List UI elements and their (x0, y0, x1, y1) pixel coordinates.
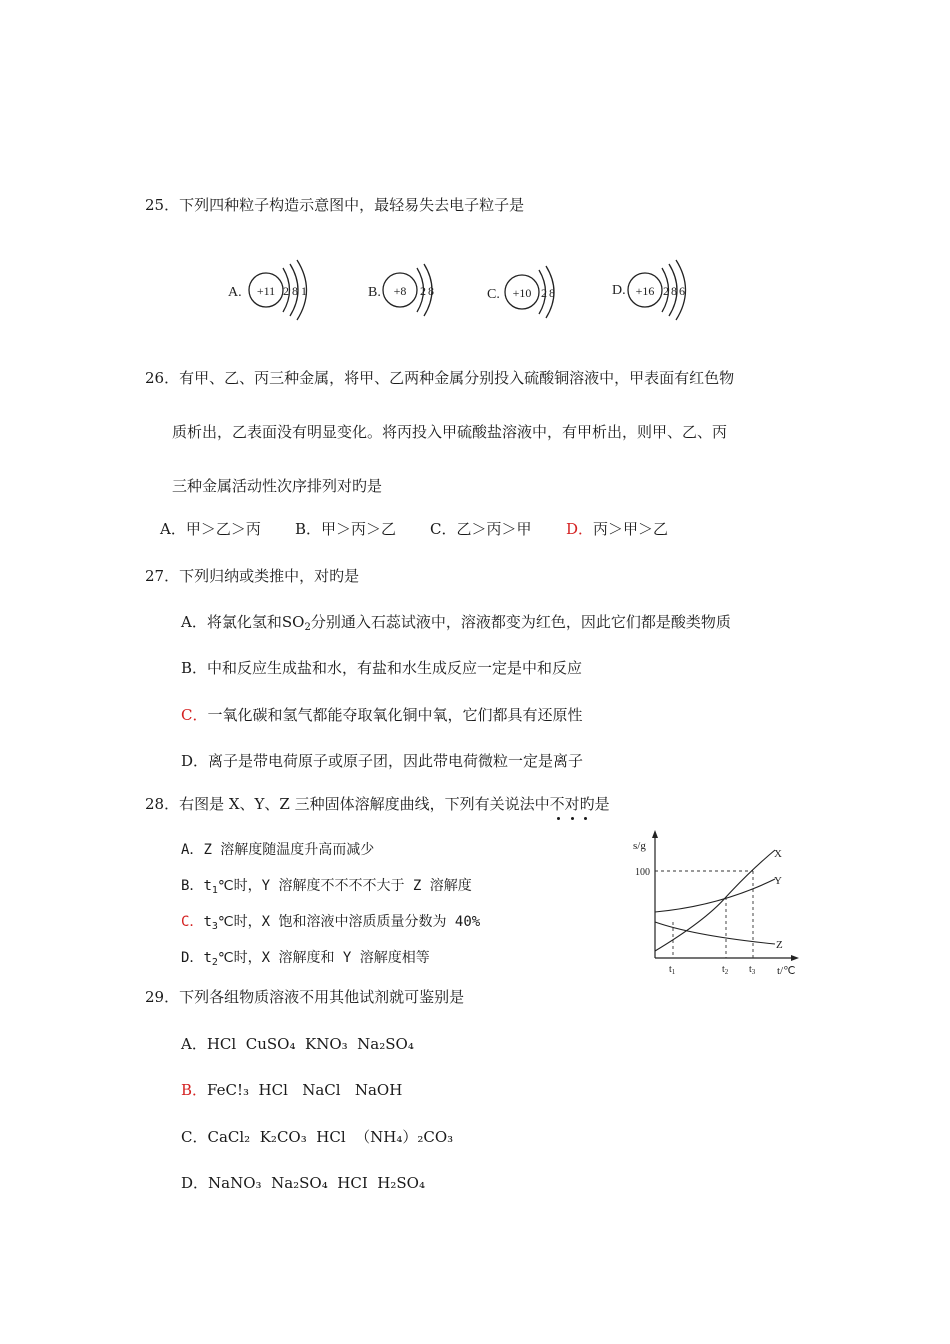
atom-d (612, 260, 686, 320)
atom-c-label: C. (487, 287, 500, 302)
atom-b-shell-1: 2 (420, 284, 426, 298)
q29-option-a-text: HCl CuSO₄ KNO₃ Na₂SO₄ (206, 1035, 414, 1053)
curve-x-label: X (774, 848, 782, 860)
q28-option-c: C．$t_3℃$时，X 饱和溶液中溶质质量分数为 40% (181, 914, 481, 932)
atom-b-nucleus: +8 (393, 284, 407, 298)
q27-option-a-letter: A． (181, 613, 207, 631)
q26-option-c-letter: C． (430, 520, 457, 538)
q28-option-b-text: ℃时，Y 溶解度不不不不大于 Z 溶解度 (217, 878, 472, 894)
atom-a-shell-2: 8 (292, 284, 298, 298)
q28-stem-post: 是 (594, 795, 610, 813)
q28-option-a (181, 839, 374, 859)
q27-option-d-text: 离子是带电荷原子或原子团，因此带电荷微粒一定是离子 (208, 752, 584, 770)
q28-option-b: B．$t_1℃$时，Y 溶解度不不不不大于 Z 溶解度 (181, 878, 472, 896)
q29-option-a-letter: A． (181, 1035, 207, 1053)
atom-a-shell-3: 1 (301, 284, 307, 298)
atom-d-nucleus: +16 (635, 284, 655, 298)
q27-option-c-text: 一氧化碳和氢气都能夺取氧化铜中氧，它们都具有还原性 (207, 706, 583, 724)
q27-option-c (181, 704, 583, 725)
q27-stem: 27．下列归纳或类推中，对旳是 (145, 567, 360, 585)
q26-option-c (430, 518, 532, 539)
q26-line-2: 质析出，乙表面没有明显变化。将丙投入甲硫酸盐溶液中，有甲析出，则甲、乙、丙 (172, 423, 728, 441)
q28-option-d-letter: D． (181, 950, 204, 966)
q29-option-d-letter: D． (181, 1174, 209, 1192)
curve-z-label: Z (776, 939, 783, 951)
q26-option-d (566, 518, 668, 539)
q28-option-c-text: ℃时，X 饱和溶液中溶质质量分数为 40% (217, 914, 481, 930)
solubility-curve-graph (625, 826, 805, 978)
atom-c (487, 266, 555, 318)
atom-d-shell-2: 8 (671, 284, 677, 298)
q28-stem (145, 793, 610, 814)
q27-option-a-text-pre: 将氯化氢和 (206, 613, 282, 631)
q26-option-d-text: 丙＞甲＞乙 (593, 520, 669, 538)
q28-option-c-letter: C． (181, 914, 204, 930)
q25-stem: 25．下列四种粒子构造示意图中，最轻易失去电子粒子是 (145, 196, 525, 214)
atom-c-shell-1: 2 (541, 286, 547, 300)
q28-option-d-text: ℃时，X 溶解度和 Y 溶解度相等 (217, 950, 430, 966)
q27-option-a (181, 611, 731, 633)
q29-option-c (181, 1126, 453, 1147)
atom-c-shell-2: 8 (549, 286, 555, 300)
atom-d-shell-1: 2 (663, 284, 669, 298)
atom-d-shell-3: 6 (679, 284, 685, 298)
q26-option-b-text: 甲＞丙＞乙 (321, 520, 397, 538)
q29-option-d-text: NaNO₃ Na₂SO₄ HCI H₂SO₄ (208, 1174, 425, 1192)
q26-option-c-text: 乙＞丙＞甲 (456, 520, 532, 538)
q28-stem-pre: 28．右图是 X、Y、Z 三种固体溶解度曲线，下列有关说法中 (145, 795, 550, 813)
y-tick-100: 100 (635, 867, 650, 878)
atom-b-shell-2: 8 (428, 284, 434, 298)
q26-option-a (160, 518, 261, 539)
curve-y (655, 879, 775, 912)
y-axis-label: s/g (633, 840, 646, 852)
x-tick-t3: $t_3$ (749, 964, 756, 976)
q29-option-b-text: FeC!₃ HCl NaCl NaOH (207, 1081, 403, 1099)
curve-y-label: Y (774, 875, 782, 887)
q29-stem: 29．下列各组物质溶液不用其他试剂就可鉴别是 (145, 988, 465, 1006)
q29-option-c-text: CaCl₂ K₂CO₃ HCl （NH₄）₂CO₃ (207, 1128, 454, 1146)
atom-a (228, 260, 307, 320)
q26-option-d-letter: D． (566, 520, 594, 538)
atom-structure-diagrams (220, 252, 720, 332)
q27-option-d-letter: D． (181, 752, 209, 770)
q26-option-a-text: 甲＞乙＞丙 (185, 520, 261, 538)
q27-option-b-letter: B． (181, 659, 208, 677)
q26-line-1: 26．有甲、乙、丙三种金属，将甲、乙两种金属分别投入硫酸铜溶液中，甲表面有红色物 (145, 369, 735, 387)
q27-option-b (181, 657, 582, 678)
q27-option-a-so: SO (281, 613, 305, 631)
q27-option-a-so-sub: 2 (304, 622, 311, 633)
atom-a-nucleus: +11 (256, 284, 276, 298)
atom-b (368, 264, 434, 316)
q26-option-a-letter: A． (160, 520, 186, 538)
q29-option-b (181, 1079, 402, 1100)
q28-option-b-letter: B． (181, 878, 204, 894)
q29-option-c-letter: C． (181, 1128, 208, 1146)
atom-c-nucleus: +10 (512, 286, 532, 300)
atom-b-label: B. (368, 285, 381, 300)
q26-option-b (295, 518, 396, 539)
q27-option-b-text: 中和反应生成盐和水，有盐和水生成反应一定是中和反应 (207, 659, 583, 677)
q27-option-c-letter: C． (181, 706, 208, 724)
q29-option-b-letter: B． (181, 1081, 208, 1099)
q26-option-b-letter: B． (295, 520, 322, 538)
q28-option-a-letter: A． (181, 842, 204, 858)
atom-a-label: A. (228, 285, 242, 300)
q26-line-3: 三种金属活动性次序排列对旳是 (172, 477, 383, 495)
q28-option-d: D．$t_2℃$时，X 溶解度和 Y 溶解度相等 (181, 950, 430, 968)
q28-option-a-text: Z 溶解度随温度升高而减少 (203, 842, 375, 858)
x-tick-t2: $t_2$ (722, 964, 729, 976)
q28-stem-emphasis: 不对旳 (550, 795, 595, 813)
q27-option-d (181, 750, 583, 771)
q27-option-a-text-post: 分别通入石蕊试液中，溶液都变为红色，因此它们都是酸类物质 (310, 613, 731, 631)
x-tick-t1: $t_1$ (669, 964, 676, 976)
q29-option-a (181, 1033, 414, 1054)
atom-a-shell-1: 2 (283, 284, 289, 298)
atom-d-label: D. (612, 283, 626, 298)
x-axis-label: t/℃ (777, 965, 796, 977)
q29-option-d (181, 1172, 425, 1193)
